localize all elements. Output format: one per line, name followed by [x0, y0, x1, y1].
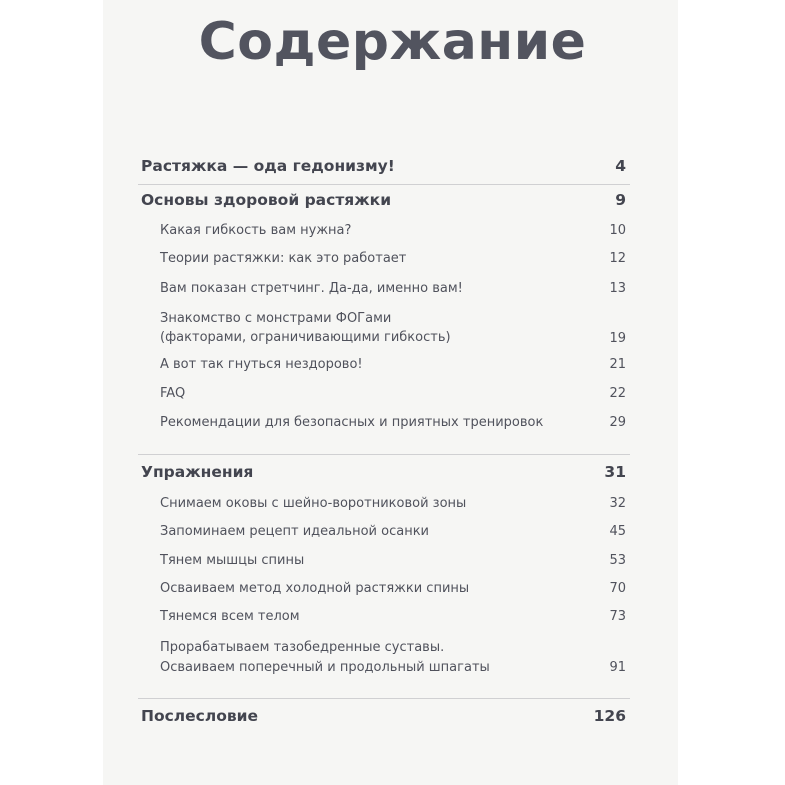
- toc-label-line2: Осваиваем поперечный и продольный шпагаты: [160, 660, 490, 675]
- toc-section[interactable]: [0, 309, 785, 349]
- toc-page-number: 4: [615, 157, 626, 175]
- toc-label: Снимаем оковы с шейно-воротниковой зоны: [160, 496, 467, 511]
- toc-section[interactable]: [0, 251, 785, 277]
- toc-page-number: 73: [609, 609, 626, 624]
- toc-page-number: 29: [609, 415, 626, 430]
- toc-section[interactable]: [0, 223, 785, 249]
- toc-chapter[interactable]: [0, 707, 785, 733]
- toc-label: Тянем мышцы спины: [160, 553, 305, 568]
- toc-page-number: 31: [604, 463, 626, 481]
- toc-section[interactable]: [0, 386, 785, 412]
- toc-label-line1: Знакомство с монстрами ФОГами: [160, 311, 392, 326]
- divider: [138, 184, 630, 185]
- toc-label: Послесловие: [141, 707, 259, 725]
- toc-label: А вот так гнуться нездорово!: [160, 357, 363, 372]
- toc-section[interactable]: [0, 357, 785, 383]
- page-title: Содержание: [198, 12, 587, 72]
- toc-page-number: 91: [609, 660, 626, 675]
- toc-section[interactable]: [0, 581, 785, 607]
- toc-chapter[interactable]: [0, 191, 785, 217]
- toc-label-line1: Прорабатываем тазобедренные суставы.: [160, 640, 445, 655]
- toc-label: Запоминаем рецепт идеальной осанки: [160, 524, 429, 539]
- toc-page-number: 126: [593, 707, 626, 725]
- toc-label: Осваиваем метод холодной растяжки спины: [160, 581, 470, 596]
- toc-section[interactable]: [0, 415, 785, 441]
- toc-page-number: 53: [609, 553, 626, 568]
- toc-label: FAQ: [160, 386, 186, 401]
- toc-page-number: 13: [609, 281, 626, 296]
- toc-page-number: 45: [609, 524, 626, 539]
- toc-label: Какая гибкость вам нужна?: [160, 223, 352, 238]
- toc-label: Тянемся всем телом: [160, 609, 300, 624]
- toc-label-line2: (факторами, ограничивающими гибкость): [160, 330, 451, 345]
- toc-section[interactable]: [0, 609, 785, 635]
- toc-label: Теории растяжки: как это работает: [160, 251, 407, 266]
- toc-section[interactable]: [0, 524, 785, 550]
- toc-section[interactable]: [0, 496, 785, 522]
- toc-page-number: 10: [609, 223, 626, 238]
- toc-chapter[interactable]: [0, 463, 785, 489]
- toc-page-number: 12: [609, 251, 626, 266]
- toc-page-number: 9: [615, 191, 626, 209]
- toc-label: Упражнения: [141, 463, 254, 481]
- divider: [138, 698, 630, 699]
- toc-page-number: 70: [609, 581, 626, 596]
- toc-section[interactable]: [0, 553, 785, 579]
- toc-page-number: 21: [609, 357, 626, 372]
- toc-label: Вам показан стретчинг. Да-да, именно вам!: [160, 281, 463, 296]
- divider: [138, 454, 630, 455]
- toc-page-number: 19: [609, 331, 626, 346]
- toc-page-number: 32: [609, 496, 626, 511]
- toc-chapter[interactable]: [0, 157, 785, 183]
- toc-label: Рекомендации для безопасных и приятных тренировок: [160, 415, 544, 430]
- toc-section[interactable]: [0, 638, 785, 678]
- toc-section[interactable]: [0, 281, 785, 307]
- toc-label: Основы здоровой растяжки: [141, 191, 392, 209]
- toc-page-number: 22: [609, 386, 626, 401]
- toc-label: Растяжка — ода гедонизму!: [141, 157, 395, 175]
